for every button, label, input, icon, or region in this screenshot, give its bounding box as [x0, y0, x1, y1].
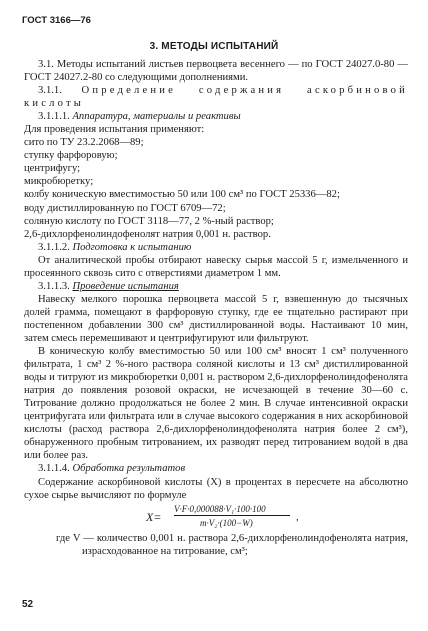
- paragraph-test-2: В коническую колбу вместимостью 50 или 100 см³ вносят 1 см³ полученного фильтрата, 1 см³ 2 %-ного раствора соляной кислоты и 13 см³ дистиллированной воды и титруют из микробюретки 0,001 н. раствором 2,6-дихлорфенолиндофенолята натрия до появления розовой окраски, не исчезающей в течение 30—60 с. Титрование должно продолжаться не более 2 мин. В случае интенсивной окраски центрифугата или фильтрата или в случае высокого содержания в них аскорбиновой кислоты (расход раствора 2,6-дихлорфенолиндофенолята натрия более 2 см³), обнаруженного пробным титрованием, их разводят перед титрованием водой в два или более раз.: [24, 346, 408, 462]
- heading-text: Аппаратура, материалы и реактивы: [72, 111, 241, 123]
- heading-number: 3.1.1.: [38, 85, 62, 97]
- heading-text: Проведение испытания: [72, 280, 179, 292]
- definition-text: V — количество 0,001 н. раствора 2,6-дихлорфенолиндофенолята натрия, израсходованное на титрование, см³;: [72, 532, 408, 557]
- formula: [24, 503, 408, 531]
- heading-number: 3.1.1.2.: [38, 241, 70, 253]
- section-title: 3. МЕТОДЫ ИСПЫТАНИЙ: [149, 41, 279, 52]
- heading-number: 3.1.1.3.: [38, 280, 70, 292]
- apparatus-item: воду дистиллированную по ГОСТ 6709—72;: [24, 202, 226, 214]
- paragraph-test-1: Навеску мелкого порошка первоцвета массой 5 г, взвешенную до тысячных долей грамма, помещают в фарфоровую ступку, где ее тщательно растирают при постепенном добавлении 300 см³ дистиллированной воды. Настаивают 10 мин, затем смесь перемешивают и центрифугируют или фильтруют.: [24, 293, 408, 344]
- formula-trailing-comma: ,: [296, 511, 299, 523]
- variable-definition: [24, 532, 408, 558]
- page-header: ГОСТ 3166—76: [22, 15, 91, 26]
- paragraph-3-1: 3.1. Методы испытаний листьев первоцвета весеннего — по ГОСТ 24027.0-80 — ГОСТ 24027.2-80 со следующими дополнениями.: [24, 59, 408, 84]
- apparatus-item: соляную кислоту по ГОСТ 3118—77, 2 %-ный раствор;: [24, 215, 274, 227]
- heading-3-1-1-2: [24, 241, 408, 254]
- heading-text: Подготовка к испытанию: [72, 241, 192, 253]
- page-body: [24, 58, 408, 558]
- heading-3-1-1-3: [24, 280, 408, 293]
- fraction-bar: [174, 515, 290, 516]
- heading-3-1-1-1: [24, 110, 408, 123]
- where-word: где: [56, 532, 70, 544]
- apparatus-intro: Для проведения испытания применяют:: [24, 124, 205, 136]
- heading-number: 3.1.1.1.: [38, 111, 70, 123]
- formula-lhs: X=: [146, 509, 162, 524]
- heading-number: 3.1.1.4.: [38, 463, 70, 475]
- formula-numerator: V·F·0,000088·V₁·100·100: [174, 503, 266, 514]
- apparatus-item: колбу коническую вместимостью 50 или 100 см³ по ГОСТ 25336—82;: [24, 189, 340, 201]
- heading-text: Определение содержания аскорбиновой кислоты: [24, 85, 408, 110]
- formula-denominator: m·V₂·(100−W): [200, 517, 253, 528]
- page-number: 52: [22, 599, 34, 610]
- apparatus-item: ступку фарфоровую;: [24, 150, 118, 162]
- heading-text: Обработка результатов: [72, 463, 186, 475]
- apparatus-item: центрифугу;: [24, 163, 81, 175]
- heading-3-1-1-4: [24, 462, 408, 475]
- paragraph-preparation: От аналитической пробы отбирают навеску сырья массой 5 г, измельченного и просеянного сквозь сито с отверстиями диаметром 1 мм.: [24, 254, 408, 279]
- apparatus-item: микробюретку;: [24, 176, 94, 188]
- apparatus-item: сито по ТУ 23.2.2068—89;: [24, 137, 144, 149]
- heading-3-1-1: [24, 84, 408, 110]
- paragraph-calculation: Содержание аскорбиновой кислоты (X) в процентах в пересчете на абсолютно сухое сырье вычисляют по формуле: [24, 476, 408, 501]
- apparatus-item: 2,6-дихлорфенолиндофенолят натрия 0,001 н. раствор.: [24, 228, 271, 240]
